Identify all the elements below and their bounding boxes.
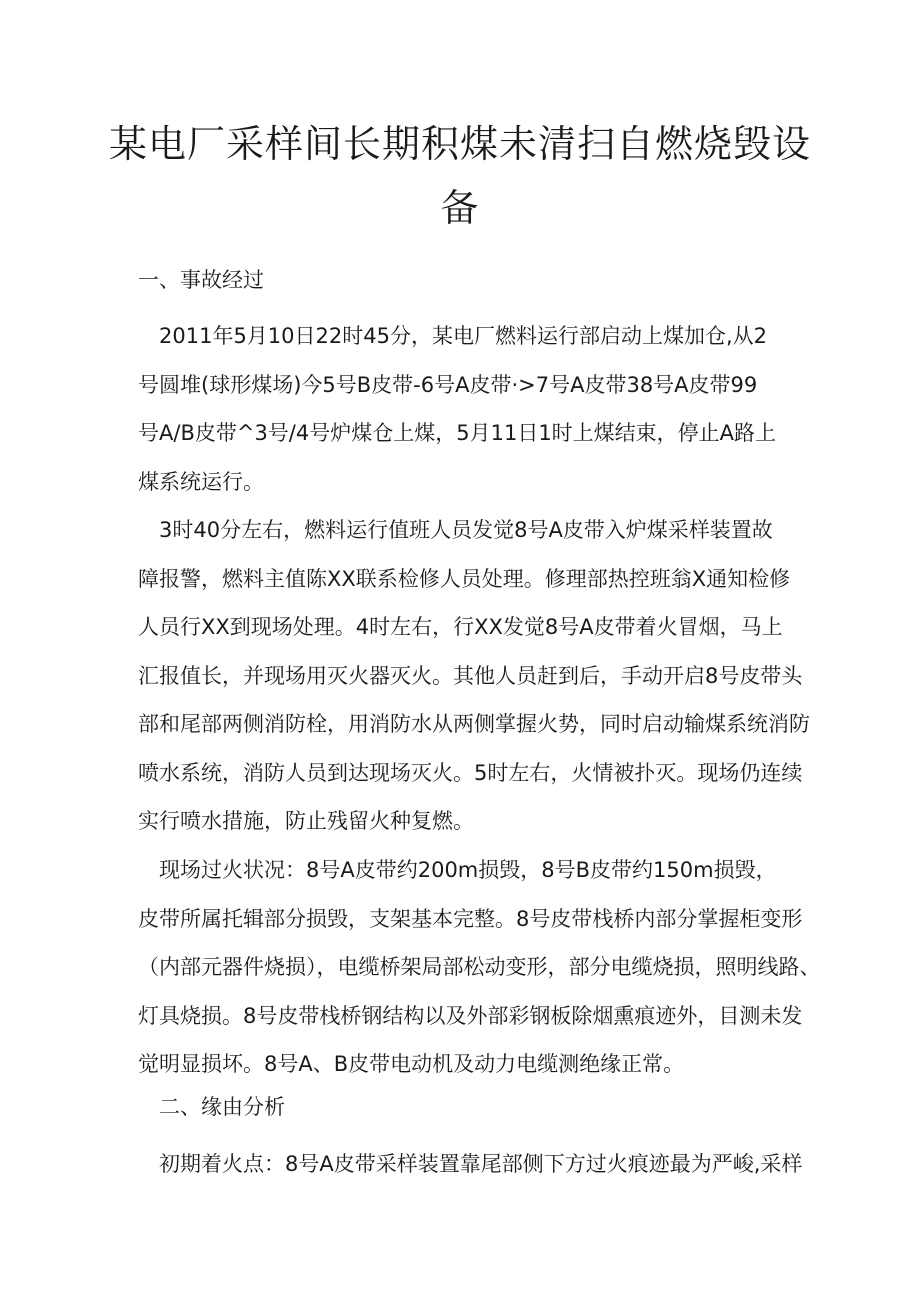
paragraph-line: 初期着火点：8号A皮带采样装置靠尾部侧下方过火痕迹最为严峻,采样 — [159, 1152, 803, 1176]
paragraph-accident-timeline — [138, 312, 790, 506]
document-title-line-1: 某电厂采样间长期积煤未清扫自燃烧毁设 — [108, 122, 811, 166]
document-title-line-2: 备 — [440, 186, 480, 230]
paragraph-line: 3时40分左右，燃料运行值班人员发觉8号A皮带入炉煤采样装置故 — [159, 518, 773, 542]
paragraph-line: 觉明显损坏。8号A、B皮带电动机及动力电缆测绝缘正常。 — [138, 1052, 685, 1076]
paragraph-line: 皮带所属托辑部分损毁，支架基本完整。8号皮带栈桥内部分掌握柜变形 — [138, 906, 803, 931]
paragraph-line: 喷水系统，消防人员到达现场灭火。5时左右，火情被扑灭。现场仍连续 — [138, 760, 803, 785]
paragraph-line: 实行喷水措施，防止残留火种复燃。 — [138, 809, 474, 833]
paragraph-line: 汇报值长，并现场用灭火器灭火。其他人员赶到后，手动开启8号皮带头 — [138, 663, 803, 688]
paragraph-line: 煤系统运行。 — [138, 469, 264, 494]
paragraph-line: 号圆堆(球形煤场)今5号B皮带-6号A皮带·>7号A皮带38号A皮带99 — [138, 372, 758, 397]
section-heading-accident-process: 一、事故经过 — [138, 268, 264, 292]
paragraph-initial-fire-point — [138, 1140, 803, 1189]
paragraph-line: 人员行XX到现场处理。4时左右，行XX发觉8号A皮带着火冒烟，马上 — [138, 615, 783, 639]
section-heading-cause-analysis: 二、缘由分析 — [159, 1095, 285, 1119]
paragraph-line: 号A/B皮带^3号/4号炉煤仓上煤，5月11日1时上煤结束，停止A路上 — [138, 421, 777, 445]
paragraph-damage-assessment — [138, 846, 821, 1089]
paragraph-line: 现场过火状况：8号A皮带约200m损毁，8号B皮带约150m损毁， — [159, 858, 777, 882]
paragraph-line: 障报警，燃料主值陈XX联系检修人员处理。修理部热控班翁X通知检修 — [138, 566, 791, 591]
paragraph-line: 灯具烧损。8号皮带栈桥钢结构以及外部彩钢板除烟熏痕迹外，目测未发 — [138, 1003, 803, 1028]
paragraph-fire-discovery — [138, 506, 810, 846]
paragraph-line: 2011年5月10日22时45分，某电厂燃料运行部启动上煤加仓,从2 — [159, 324, 768, 348]
paragraph-line: 部和尾部两侧消防栓，用消防水从两侧掌握火势，同时启动输煤系统消防 — [138, 712, 810, 736]
paragraph-line: （内部元器件烧损），电缆桥架局部松动变形，部分电缆烧损，照明线路、 — [138, 955, 821, 979]
